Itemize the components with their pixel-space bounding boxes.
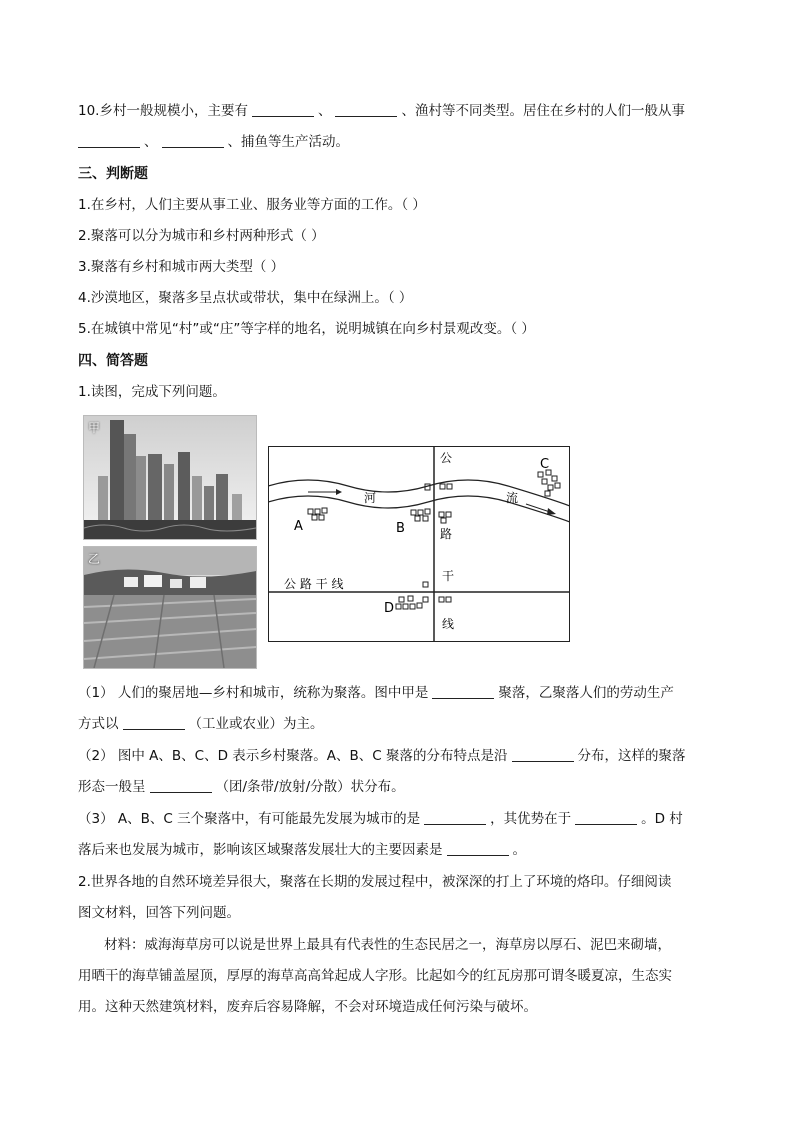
- answer-blank[interactable]: [335, 102, 397, 117]
- q10-line2: 、 、捕鱼等生产活动。: [78, 132, 349, 152]
- judge-item-3: 3.聚落有乡村和城市两大类型（ ）: [78, 259, 285, 275]
- village-fields-image: [84, 547, 256, 668]
- map-label-c: C: [540, 457, 550, 472]
- map-label-road-v-3: 干: [442, 569, 455, 583]
- section-title: 四、简答题: [78, 353, 148, 369]
- answer-blank[interactable]: [252, 102, 314, 117]
- answer-blank[interactable]: [123, 715, 185, 730]
- material-line1: 材料：威海海草房可以说是世界上最具有代表性的生态民居之一，海草房以厚石、泥巴来砌墙，: [104, 937, 671, 953]
- answer-blank[interactable]: [432, 684, 494, 699]
- map-label-river-1: 河: [364, 491, 377, 505]
- subq-2-line2: 形态一般呈 （团/条带/放射/分散）状分布。: [78, 779, 405, 795]
- answer-blank[interactable]: [512, 747, 574, 762]
- map-label-road-h: 公 路 干 线: [284, 577, 344, 591]
- judge-item-2: 2.聚落可以分为城市和乡村两种形式（ ）: [78, 228, 325, 244]
- village-photo: [83, 546, 257, 669]
- settlement-map: [268, 446, 570, 642]
- answer-blank[interactable]: [162, 133, 224, 148]
- answer-blank[interactable]: [575, 810, 637, 825]
- judge-item-1: 1.在乡村，人们主要从事工业、服务业等方面的工作。（ ）: [78, 197, 426, 213]
- city-skyline-image: [84, 416, 256, 539]
- judge-item-5: 5.在城镇中常见“村”或“庄”等字样的地名，说明城镇在向乡村景观改变。（ ）: [78, 321, 535, 337]
- subq-2-line1: （2） 图中 A、B、C、D 表示乡村聚落。A、B、C 聚落的分布特点是沿 分布，这样的聚落: [78, 748, 686, 764]
- section-title: 三、判断题: [78, 166, 148, 182]
- subq-3-line1: （3） A、B、C 三个聚落中，有可能最先发展为城市的是 ，其优势在于 。D 村: [78, 811, 683, 827]
- material-line2: 用晒干的海草铺盖屋顶，厚厚的海草高高耸起成人字形。比起如今的红瓦房那可谓冬暖夏凉，生态实: [78, 968, 672, 984]
- city-photo: [83, 415, 257, 540]
- question-2-line1: 2.世界各地的自然环境差异很大，聚落在长期的发展过程中，被深深的打上了环境的烙印。仔细阅读: [78, 874, 672, 890]
- material-line3: 用。这种天然建筑材料，废弃后容易降解，不会对环境造成任何污染与破坏。: [78, 999, 537, 1015]
- answer-blank[interactable]: [78, 133, 140, 148]
- map-label-b: B: [396, 521, 405, 536]
- photo-label-yi: 乙: [88, 552, 101, 566]
- answer-blank[interactable]: [447, 841, 509, 856]
- answer-blank[interactable]: [424, 810, 486, 825]
- map-label-road-v-1: 公: [440, 451, 453, 465]
- judge-item-4: 4.沙漠地区，聚落多呈点状或带状，集中在绿洲上。（ ）: [78, 290, 413, 306]
- map-label-d: D: [384, 601, 395, 616]
- answer-blank[interactable]: [150, 778, 212, 793]
- subq-1-line2: 方式以 （工业或农业）为主。: [78, 716, 324, 732]
- settlement-map-diagram: [268, 446, 570, 642]
- question-intro: 1.读图，完成下列问题。: [78, 384, 226, 400]
- map-label-road-v-2: 路: [440, 527, 453, 541]
- subq-3-line2: 落后来也发展为城市，影响该区域聚落发展壮大的主要因素是 。: [78, 842, 526, 858]
- question-2-line2: 图文材料，回答下列问题。: [78, 905, 240, 921]
- photo-label-jia: 甲: [88, 421, 101, 435]
- q10-line1: 10.乡村一般规模小，主要有 、 、渔村等不同类型。居住在乡村的人们一般从事: [78, 103, 685, 119]
- map-label-a: A: [294, 519, 303, 534]
- subq-1-line1: （1） 人们的聚居地—乡村和城市，统称为聚落。图中甲是 聚落，乙聚落人们的劳动生产: [78, 685, 674, 701]
- map-label-river-2: 流: [506, 491, 519, 505]
- map-label-road-v-4: 线: [442, 617, 455, 631]
